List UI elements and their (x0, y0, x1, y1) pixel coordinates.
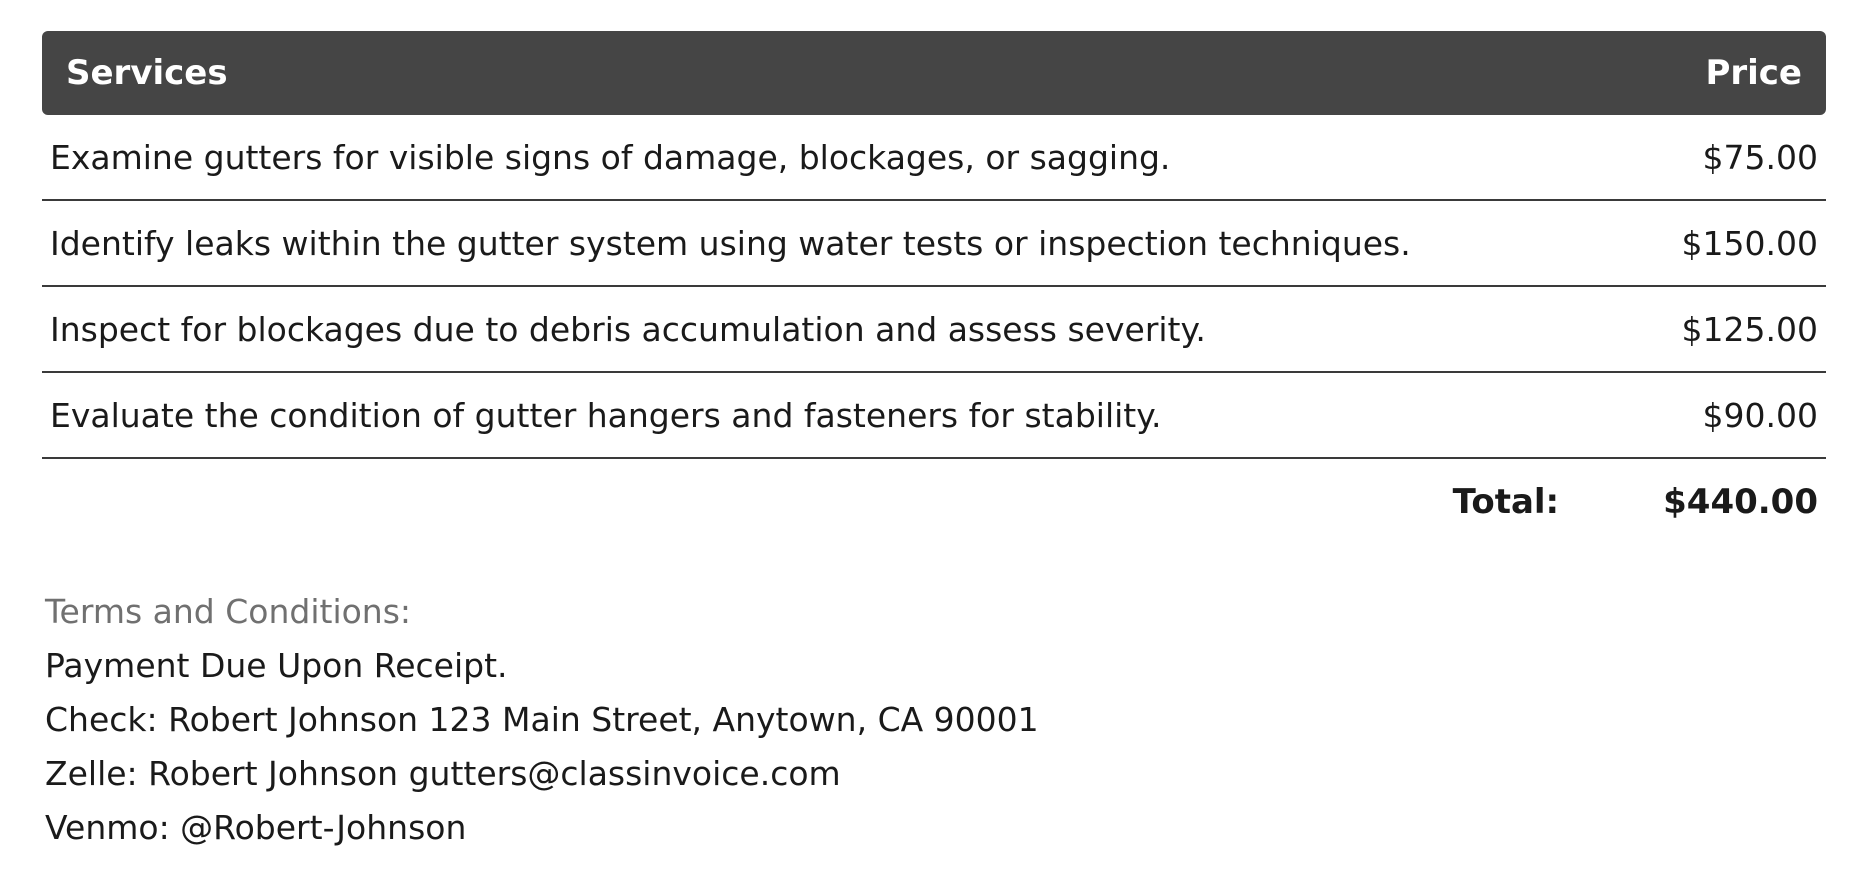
invoice (42, 31, 1826, 855)
table-row (42, 287, 1826, 373)
price-column-header: Price (1705, 53, 1802, 93)
total-row (42, 459, 1826, 545)
service-description: Examine gutters for visible signs of damage, blockages, or sagging. (50, 137, 1171, 177)
service-description: Inspect for blockages due to debris accumulation and assess severity. (50, 309, 1206, 349)
terms-line-venmo: Venmo: @Robert-Johnson (45, 808, 467, 847)
terms-line-zelle: Zelle: Robert Johnson gutters@classinvoice.com (45, 754, 841, 793)
table-row (42, 115, 1826, 201)
total-label: Total: (1452, 482, 1560, 522)
services-column-header: Services (66, 53, 228, 93)
terms-section (42, 585, 1826, 855)
terms-line-payment: Payment Due Upon Receipt. (45, 646, 508, 685)
service-price: $90.00 (1702, 395, 1818, 435)
total-value: $440.00 (1663, 482, 1818, 522)
service-description: Evaluate the condition of gutter hangers and fasteners for stability. (50, 395, 1162, 435)
service-description: Identify leaks within the gutter system using water tests or inspection techniques. (50, 223, 1411, 263)
service-price: $125.00 (1681, 309, 1818, 349)
terms-title: Terms and Conditions: (45, 592, 412, 631)
table-row (42, 201, 1826, 287)
table-row (42, 373, 1826, 459)
terms-line-check: Check: Robert Johnson 123 Main Street, Anytown, CA 90001 (45, 700, 1039, 739)
service-price: $150.00 (1681, 223, 1818, 263)
service-price: $75.00 (1702, 137, 1818, 177)
services-table-header (42, 31, 1826, 115)
